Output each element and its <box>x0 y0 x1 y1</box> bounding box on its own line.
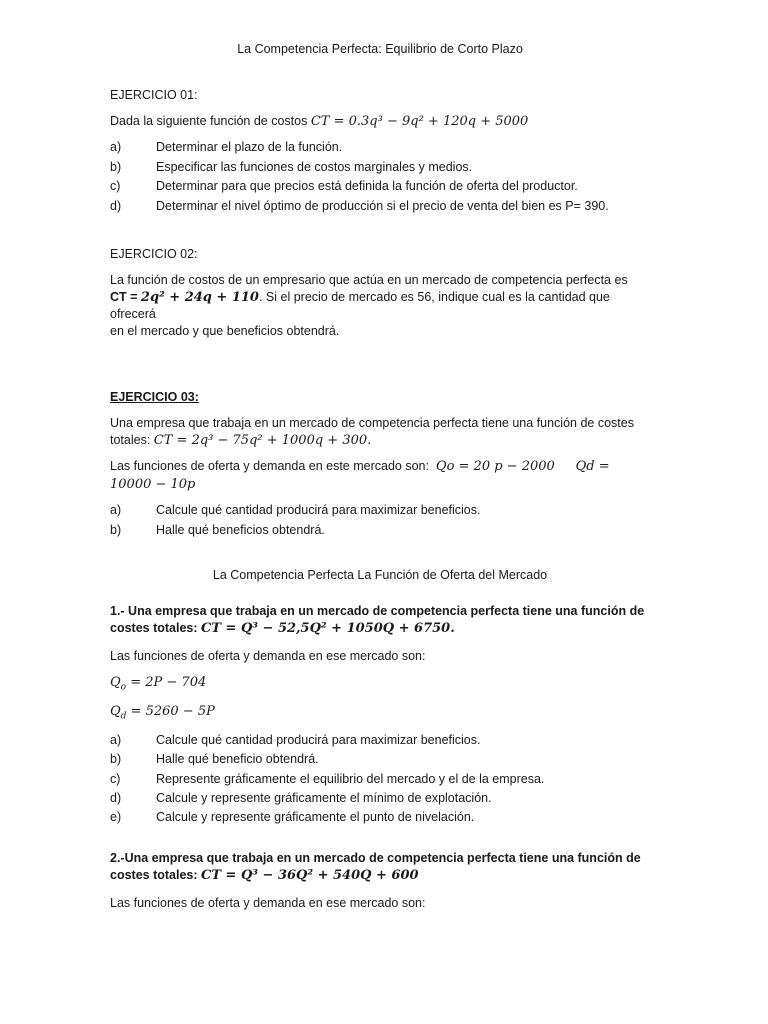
exercise-02-line2-rest: . Si el precio de mercado es 56, indique cual es la cantidad que ofrecerá <box>110 289 610 322</box>
exercise-02-line3: en el mercado y que beneficios obtendrá. <box>110 324 340 339</box>
list-item: b) Halle qué beneficios obtendrá. <box>110 522 325 537</box>
exercise-03-qo: Qo = 20 p − 2000 <box>435 459 555 475</box>
list-item: b) Halle qué beneficio obtendrá. <box>110 752 319 767</box>
exercise-01-intro-text: Dada la siguiente función de costos <box>110 113 308 128</box>
exercise-02-ct-label: CT = <box>110 289 138 304</box>
exercise-02-line1: La función de costos de un empresario que actúa en un mercado de competencia perfecta es <box>110 272 628 287</box>
exercise-01-list <box>110 139 650 214</box>
list-item: c) Determinar para que precios está definida la función de oferta del productor. <box>110 179 578 194</box>
exercise-03-qd-line <box>110 476 650 494</box>
list-item: d) Calcule y represente gráficamente el mínimo de explotación. <box>110 790 492 805</box>
problem-2-line1: 2.-Una empresa que trabaja en un mercado de competencia perfecta tiene una función de <box>110 851 641 865</box>
problem-2-formula: CT = Q³ − 36Q² + 540Q + 600 <box>201 867 419 883</box>
list-item: a) Calcule qué cantidad producirá para maximizar beneficios. <box>110 503 481 518</box>
exercise-02-heading: EJERCICIO 02: <box>110 247 198 261</box>
exercise-01-formula: CT = 0.3q³ − 9q² + 120q + 5000 <box>310 113 529 129</box>
problem-1-list <box>110 732 650 826</box>
problem-2 <box>110 850 650 912</box>
problem-1-supply-intro: Las funciones de oferta y demanda en ese mercado son: <box>110 649 426 664</box>
problem-1-qd: $Q_d = 5260 - 5P$ <box>110 704 215 722</box>
problem-2-line2: costes totales: CT = Q³ − 36Q² + 540Q + 600 <box>110 867 419 883</box>
exercise-03-heading: EJERCICIO 03: <box>110 390 199 404</box>
problem-1-line1: 1.- Una empresa que trabaja en un mercado de competencia perfecta tiene una función de <box>110 604 645 618</box>
list-item: a) Determinar el plazo de la función. <box>110 140 343 155</box>
list-item: e) Calcule y represente gráficamente el punto de nivelación. <box>110 810 475 825</box>
exercise-03 <box>110 389 650 541</box>
exercise-03-list <box>110 502 650 538</box>
section-title-short-run: La Competencia Perfecta: Equilibrio de Corto Plazo <box>237 42 523 56</box>
problem-1-formula: CT = Q³ − 52,5Q² + 1050Q + 6750. <box>201 620 455 636</box>
section-title-market-supply: La Competencia Perfecta La Función de Oferta del Mercado <box>212 568 548 582</box>
problem-1-line2: costes totales: CT = Q³ − 52,5Q² + 1050Q + 6750. <box>110 620 455 636</box>
list-item: d) Determinar el nivel óptimo de producción si el precio de venta del bien es P= 390. <box>110 198 609 213</box>
exercise-03-line1: Una empresa que trabaja en un mercado de competencia perfecta tiene una función de costes <box>110 415 634 430</box>
exercise-01 <box>110 87 650 217</box>
problem-1 <box>110 603 650 829</box>
list-item: c) Represente gráficamente el equilibrio del mercado y el de la empresa. <box>110 771 545 786</box>
exercise-03-qd-a: Qd = <box>575 459 610 475</box>
problem-2-supply-intro: Las funciones de oferta y demanda en ese mercado son: <box>110 896 426 911</box>
exercise-02-line2 <box>110 289 650 323</box>
exercise-03-formula: CT = 2q³ − 75q² + 1000q + 300. <box>153 432 372 448</box>
exercise-02-formula: 2q² + 24q + 110 <box>140 289 259 305</box>
exercise-01-heading: EJERCICIO 01: <box>110 88 198 102</box>
exercise-01-intro <box>110 113 650 131</box>
exercise-03-line2: totales: CT = 2q³ − 75q² + 1000q + 300. <box>110 432 372 448</box>
exercise-02 <box>110 246 650 340</box>
list-item: a) Calcule qué cantidad producirá para maximizar beneficios. <box>110 732 481 747</box>
exercise-03-qd-b: 10000 − 10p <box>110 476 196 492</box>
exercise-03-supply-demand: Las funciones de oferta y demanda en este mercado son: Qo = 20 p − 2000 Qd = <box>110 459 610 475</box>
problem-1-qo: $Q_o = 2P - 704$ <box>110 675 207 693</box>
list-item: b) Especificar las funciones de costos marginales y medios. <box>110 159 473 174</box>
